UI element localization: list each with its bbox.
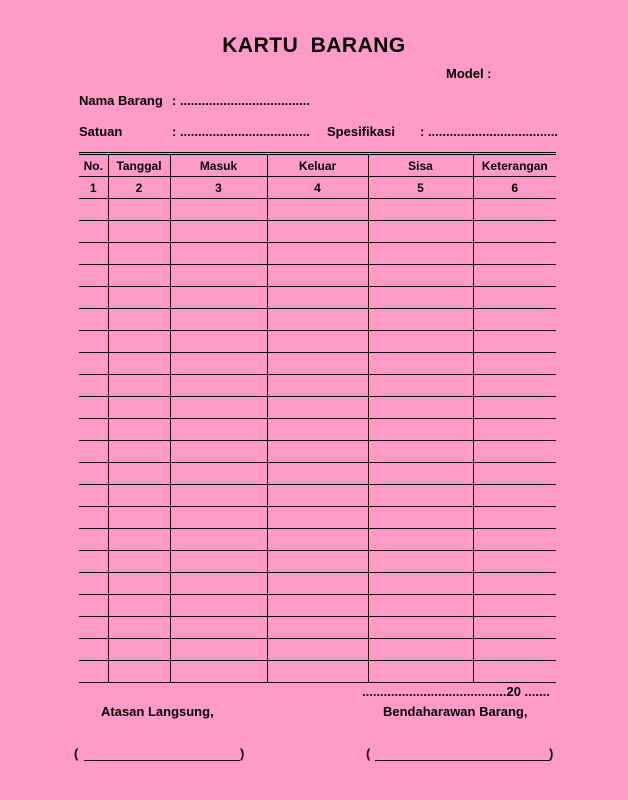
table-row: [79, 309, 556, 331]
table-cell: [79, 221, 108, 243]
table-cell: [170, 419, 267, 441]
table-cell: [267, 353, 368, 375]
table-cell: [108, 199, 170, 221]
table-cell: [79, 551, 108, 573]
table-cell: [368, 639, 473, 661]
table-header-row: [79, 154, 556, 177]
table-cell: [267, 287, 368, 309]
table-cell: [473, 463, 556, 485]
table-cell: [108, 463, 170, 485]
table-cell: [267, 331, 368, 353]
column-header: Tanggal: [108, 154, 170, 177]
table-cell: [79, 331, 108, 353]
table-cell: [473, 573, 556, 595]
table-row: [79, 397, 556, 419]
table-row: [79, 661, 556, 683]
table-cell: [170, 463, 267, 485]
table-cell: [79, 199, 108, 221]
table-cell: [267, 463, 368, 485]
table-cell: [79, 375, 108, 397]
table-cell: [108, 573, 170, 595]
table-cell: [368, 463, 473, 485]
table-cell: [79, 397, 108, 419]
table-row: [79, 595, 556, 617]
table-cell: [368, 287, 473, 309]
table-cell: [170, 595, 267, 617]
table-row: [79, 551, 556, 573]
table-cell: [473, 243, 556, 265]
table-cell: [170, 331, 267, 353]
table-cell: [170, 199, 267, 221]
table-cell: [267, 617, 368, 639]
table-cell: [79, 287, 108, 309]
table-cell: [79, 529, 108, 551]
left-signer-title: Atasan Langsung,: [101, 704, 214, 719]
table-cell: [108, 265, 170, 287]
table-cell: [368, 573, 473, 595]
table-cell: [267, 419, 368, 441]
table-cell: [108, 353, 170, 375]
table-cell: [170, 551, 267, 573]
table-cell: [108, 331, 170, 353]
table-cell: [473, 639, 556, 661]
table-cell: [368, 309, 473, 331]
table-cell: [473, 287, 556, 309]
table-cell: [267, 309, 368, 331]
table-cell: [267, 529, 368, 551]
table-cell: [170, 529, 267, 551]
table-cell: [368, 419, 473, 441]
table-cell: [170, 441, 267, 463]
column-number: 5: [368, 177, 473, 199]
table-cell: [79, 639, 108, 661]
table-row: [79, 375, 556, 397]
table-cell: [368, 441, 473, 463]
table-cell: [368, 551, 473, 573]
table-cell: [108, 221, 170, 243]
table-cell: [108, 595, 170, 617]
table-cell: [267, 265, 368, 287]
table-cell: [108, 485, 170, 507]
table-cell: [267, 221, 368, 243]
table-cell: [170, 397, 267, 419]
table-cell: [473, 419, 556, 441]
table-cell: [170, 353, 267, 375]
table-cell: [473, 441, 556, 463]
table-cell: [267, 507, 368, 529]
table-cell: [368, 221, 473, 243]
table-cell: [368, 617, 473, 639]
table-cell: [267, 199, 368, 221]
table-cell: [79, 573, 108, 595]
table-cell: [473, 397, 556, 419]
table-cell: [108, 551, 170, 573]
table-row: [79, 441, 556, 463]
table-cell: [170, 309, 267, 331]
column-number: 3: [170, 177, 267, 199]
model-label: Model :: [446, 66, 492, 81]
table-cell: [108, 507, 170, 529]
table-row: [79, 287, 556, 309]
table-cell: [170, 287, 267, 309]
table-cell: [368, 595, 473, 617]
table-cell: [473, 221, 556, 243]
table-cell: [267, 485, 368, 507]
table-cell: [368, 199, 473, 221]
table-cell: [368, 507, 473, 529]
table-cell: [368, 331, 473, 353]
table-cell: [368, 243, 473, 265]
column-header: No.: [79, 154, 108, 177]
table-cell: [108, 309, 170, 331]
right-close-paren: ): [549, 746, 554, 761]
column-header: Masuk: [170, 154, 267, 177]
table-cell: [79, 463, 108, 485]
table-row: [79, 617, 556, 639]
right-signer-title: Bendaharawan Barang,: [383, 704, 528, 719]
column-header: Sisa: [368, 154, 473, 177]
table-cell: [79, 419, 108, 441]
table-cell: [473, 375, 556, 397]
table-row: [79, 463, 556, 485]
table-row: [79, 265, 556, 287]
table-cell: [473, 199, 556, 221]
table-cell: [473, 507, 556, 529]
column-header: Keluar: [267, 154, 368, 177]
table-cell: [170, 375, 267, 397]
table-cell: [108, 419, 170, 441]
table-cell: [473, 529, 556, 551]
table-cell: [79, 617, 108, 639]
date-line: ........................................20 .......: [362, 684, 550, 699]
table-row: [79, 639, 556, 661]
table-cell: [170, 507, 267, 529]
left-signature-line: [84, 760, 240, 761]
table-cell: [267, 661, 368, 683]
table-cell: [170, 221, 267, 243]
table-cell: [108, 639, 170, 661]
table-cell: [267, 397, 368, 419]
table-cell: [170, 661, 267, 683]
column-number-row: [79, 177, 556, 199]
table-cell: [368, 353, 473, 375]
table-cell: [170, 243, 267, 265]
table-cell: [473, 331, 556, 353]
table-cell: [267, 441, 368, 463]
table-cell: [79, 243, 108, 265]
table-row: [79, 199, 556, 221]
table-cell: [473, 265, 556, 287]
right-signature-line: [375, 760, 550, 761]
table-row: [79, 419, 556, 441]
table-cell: [170, 617, 267, 639]
table-cell: [473, 485, 556, 507]
table-cell: [79, 265, 108, 287]
table-row: [79, 331, 556, 353]
document-title: KARTU BARANG: [222, 34, 406, 57]
column-number: 6: [473, 177, 556, 199]
table-cell: [473, 595, 556, 617]
table-row: [79, 529, 556, 551]
table-cell: [79, 441, 108, 463]
spesifikasi-field: : ....................................: [420, 124, 558, 139]
table-row: [79, 573, 556, 595]
column-number: 4: [267, 177, 368, 199]
table-row: [79, 221, 556, 243]
satuan-label: Satuan: [79, 124, 123, 139]
nama-barang-label: Nama Barang: [79, 93, 163, 108]
table-cell: [79, 507, 108, 529]
table-cell: [473, 617, 556, 639]
nama-barang-field: : ....................................: [172, 93, 310, 108]
table-cell: [267, 639, 368, 661]
table-row: [79, 507, 556, 529]
table-cell: [267, 595, 368, 617]
table-cell: [267, 375, 368, 397]
table-cell: [267, 243, 368, 265]
table-cell: [368, 265, 473, 287]
table-cell: [79, 595, 108, 617]
column-header: Keterangan: [473, 154, 556, 177]
table-row: [79, 485, 556, 507]
right-open-paren: (: [366, 746, 371, 761]
table-cell: [473, 309, 556, 331]
table-cell: [473, 661, 556, 683]
table-cell: [170, 265, 267, 287]
table-cell: [108, 661, 170, 683]
table-cell: [79, 353, 108, 375]
table-cell: [368, 529, 473, 551]
table-cell: [108, 529, 170, 551]
table-cell: [108, 441, 170, 463]
table-cell: [473, 353, 556, 375]
table-cell: [368, 485, 473, 507]
table-cell: [368, 661, 473, 683]
table-cell: [473, 551, 556, 573]
table-cell: [368, 397, 473, 419]
table-cell: [108, 617, 170, 639]
table-cell: [108, 397, 170, 419]
table-cell: [170, 573, 267, 595]
table-cell: [170, 639, 267, 661]
table-cell: [170, 485, 267, 507]
left-open-paren: (: [74, 746, 79, 761]
table-cell: [267, 573, 368, 595]
column-number: 2: [108, 177, 170, 199]
left-close-paren: ): [240, 746, 245, 761]
table-cell: [108, 243, 170, 265]
table-cell: [79, 485, 108, 507]
table-cell: [108, 287, 170, 309]
table-cell: [79, 661, 108, 683]
satuan-field: : ....................................: [172, 124, 310, 139]
table-cell: [108, 375, 170, 397]
table-row: [79, 353, 556, 375]
table-cell: [267, 551, 368, 573]
table-row: [79, 243, 556, 265]
column-number: 1: [79, 177, 108, 199]
table-cell: [79, 309, 108, 331]
spesifikasi-label: Spesifikasi: [327, 124, 395, 139]
inventory-table: [79, 152, 556, 683]
table-cell: [368, 375, 473, 397]
